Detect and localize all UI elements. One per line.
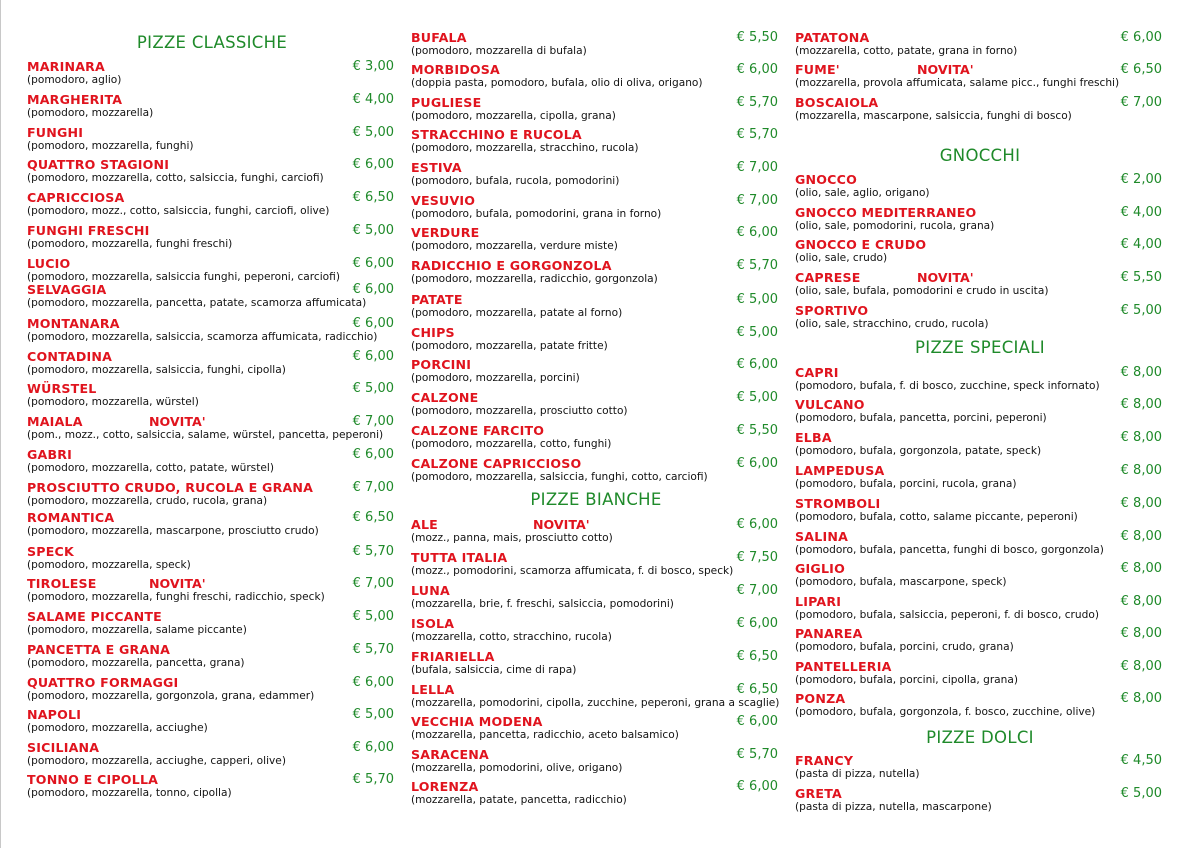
- item-price: € 7,00: [352, 576, 394, 591]
- item-ingredients: (pomodoro, mozzarella, crudo, rucola, grana): [27, 495, 268, 507]
- item-price: € 5,70: [736, 95, 778, 110]
- menu-item-calzone-farcito: [411, 423, 781, 455]
- item-price: € 6,00: [352, 447, 394, 462]
- item-price: € 5,70: [736, 747, 778, 762]
- item-ingredients: (mozzarella, mascarpone, salsiccia, funghi di bosco): [795, 110, 1072, 122]
- item-ingredients: (pomodoro, mozzarella, acciughe): [27, 722, 208, 734]
- item-price: € 5,00: [736, 292, 778, 307]
- section-title-gnocchi: GNOCCHI: [939, 146, 1021, 165]
- item-price: € 6,00: [736, 357, 778, 372]
- menu-item-napoli: [27, 707, 397, 739]
- menu-item-lella: [411, 682, 781, 714]
- item-ingredients: (pomodoro, mozzarella, salsiccia, funghi, cipolla): [27, 364, 286, 376]
- item-price: € 5,00: [352, 125, 394, 140]
- item-ingredients: (pomodoro, mozzarella, würstel): [27, 396, 199, 408]
- item-price: € 6,00: [736, 616, 778, 631]
- item-price: € 8,00: [1120, 430, 1162, 445]
- menu-item-friariella: [411, 649, 781, 681]
- item-ingredients: (pomodoro, mozzarella, funghi): [27, 140, 194, 152]
- item-ingredients: (pomodoro, bufala, salsiccia, peperoni, f. di bosco, crudo): [795, 609, 1099, 621]
- item-name: CALZONE: [411, 390, 479, 405]
- item-ingredients: (pomodoro, bufala, rucola, pomodorini): [411, 175, 620, 187]
- item-ingredients: (pomodoro, mozzarella, cipolla, grana): [411, 110, 616, 122]
- item-name: SELVAGGIA: [27, 282, 107, 297]
- item-name: MONTANARA: [27, 316, 120, 331]
- item-ingredients: (pomodoro, mozzarella): [27, 107, 154, 119]
- item-name: CONTADINA: [27, 349, 113, 364]
- item-price: € 6,00: [352, 316, 394, 331]
- item-price: € 8,00: [1120, 529, 1162, 544]
- menu-item-bufala: [411, 30, 781, 62]
- menu-item-salina: [795, 529, 1165, 561]
- item-name: PATATONA: [795, 30, 870, 45]
- menu-item-funghi: [27, 125, 397, 157]
- item-price: € 7,00: [736, 583, 778, 598]
- item-name: ROMANTICA: [27, 510, 115, 525]
- menu-item-tutta-italia: [411, 550, 781, 582]
- item-ingredients: (pomodoro, bufala, cotto, salame piccante, peperoni): [795, 511, 1078, 523]
- item-price: € 6,00: [736, 225, 778, 240]
- item-name: FUME': [795, 62, 840, 77]
- item-name: LUNA: [411, 583, 450, 598]
- item-name: RADICCHIO E GORGONZOLA: [411, 258, 612, 273]
- item-price: € 5,00: [736, 390, 778, 405]
- item-price: € 8,00: [1120, 365, 1162, 380]
- item-ingredients: (pomodoro, bufala, porcini, cipolla, grana): [795, 674, 1019, 686]
- menu-item-elba: [795, 430, 1165, 462]
- menu-item-patate: [411, 292, 781, 324]
- item-name: BOSCAIOLA: [795, 95, 879, 110]
- item-ingredients: (pomodoro, bufala, gorgonzola, patate, speck): [795, 445, 1042, 457]
- menu-item-verdure: [411, 225, 781, 257]
- section-title-pizze-bianche: PIZZE BIANCHE: [530, 490, 662, 509]
- menu-item-gnocco: [795, 172, 1165, 204]
- menu-item-lorenza: [411, 779, 781, 811]
- item-price: € 8,00: [1120, 691, 1162, 706]
- item-ingredients: (mozzarella, cotto, stracchino, rucola): [411, 631, 612, 643]
- item-name: FUNGHI: [27, 125, 84, 140]
- item-name: LUCIO: [27, 256, 71, 271]
- item-ingredients: (pomodoro, mozzarella, salame piccante): [27, 624, 247, 636]
- novita-badge: NOVITA': [917, 62, 974, 77]
- menu-item-tonno-e-cipolla: [27, 772, 397, 804]
- menu-item-selvaggia: [27, 282, 397, 314]
- menu-item-siciliana: [27, 740, 397, 772]
- item-price: € 6,00: [736, 62, 778, 77]
- item-price: € 8,00: [1120, 594, 1162, 609]
- novita-badge: NOVITA': [149, 576, 206, 591]
- item-name: QUATTRO STAGIONI: [27, 157, 170, 172]
- item-name: GIGLIO: [795, 561, 845, 576]
- item-price: € 6,50: [352, 510, 394, 525]
- item-name: LORENZA: [411, 779, 479, 794]
- item-name: PANAREA: [795, 626, 863, 641]
- item-ingredients: (pomodoro, mozzarella, speck): [27, 559, 191, 571]
- menu-item-wurstel: [27, 381, 397, 413]
- menu-item-montanara: [27, 316, 397, 348]
- item-ingredients: (pomodoro, mozzarella, patate fritte): [411, 340, 608, 352]
- item-ingredients: (doppia pasta, pomodoro, bufala, olio di oliva, origano): [411, 77, 703, 89]
- item-ingredients: (mozz., panna, mais, prosciutto cotto): [411, 532, 613, 544]
- item-name: ALE: [411, 517, 438, 532]
- item-ingredients: (pomodoro, bufala, mascarpone, speck): [795, 576, 1007, 588]
- item-name: MORBIDOSA: [411, 62, 500, 77]
- section-title-pizze-classiche: PIZZE CLASSICHE: [136, 33, 288, 52]
- item-ingredients: (pomodoro, mozzarella di bufala): [411, 45, 587, 57]
- menu-item-panarea: [795, 626, 1165, 658]
- item-name: CAPRI: [795, 365, 839, 380]
- item-name: FUNGHI FRESCHI: [27, 223, 150, 238]
- menu-item-calzone-capriccioso: [411, 456, 781, 488]
- item-name: PANTELLERIA: [795, 659, 892, 674]
- menu-item-contadina: [27, 349, 397, 381]
- item-name: VULCANO: [795, 397, 865, 412]
- item-ingredients: (pom., mozz., cotto, salsiccia, salame, würstel, pancetta, peperoni): [27, 429, 384, 441]
- item-price: € 6,00: [736, 779, 778, 794]
- item-price: € 5,70: [352, 642, 394, 657]
- item-price: € 8,00: [1120, 561, 1162, 576]
- item-name: PUGLIESE: [411, 95, 482, 110]
- item-name: QUATTRO FORMAGGI: [27, 675, 179, 690]
- menu-item-pantelleria: [795, 659, 1165, 691]
- item-ingredients: (pomodoro, mozzarella, cotto, salsiccia, funghi, carciofi): [27, 172, 324, 184]
- item-ingredients: (olio, sale, bufala, pomodorini e crudo in uscita): [795, 285, 1049, 297]
- item-ingredients: (mozzarella, patate, pancetta, radicchio): [411, 794, 627, 806]
- item-name: CALZONE FARCITO: [411, 423, 545, 438]
- menu-item-vecchia-modena: [411, 714, 781, 746]
- item-price: € 6,50: [736, 649, 778, 664]
- item-name: VECCHIA MODENA: [411, 714, 543, 729]
- section-title-pizze-speciali: PIZZE SPECIALI: [915, 338, 1045, 357]
- novita-badge: NOVITA': [917, 270, 974, 285]
- item-name: LELLA: [411, 682, 455, 697]
- item-price: € 6,00: [1120, 30, 1162, 45]
- item-price: € 5,70: [736, 258, 778, 273]
- item-ingredients: (olio, sale, pomodorini, rucola, grana): [795, 220, 995, 232]
- item-price: € 6,50: [1120, 62, 1162, 77]
- item-name: GABRI: [27, 447, 73, 462]
- menu-item-greta: [795, 786, 1165, 818]
- item-price: € 5,00: [352, 707, 394, 722]
- menu-item-marinara: [27, 59, 397, 91]
- item-ingredients: (pomodoro, bufala, pancetta, funghi di bosco, gorgonzola): [795, 544, 1104, 556]
- item-name: WÜRSTEL: [27, 381, 97, 396]
- item-name: TUTTA ITALIA: [411, 550, 508, 565]
- item-price: € 5,00: [352, 609, 394, 624]
- item-ingredients: (pomodoro, mozzarella, prosciutto cotto): [411, 405, 628, 417]
- item-ingredients: (pomodoro, mozzarella, mascarpone, prosciutto crudo): [27, 525, 319, 537]
- item-name: STROMBOLI: [795, 496, 881, 511]
- menu-item-quattro-stagioni: [27, 157, 397, 189]
- item-name: SICILIANA: [27, 740, 100, 755]
- menu-item-gabri: [27, 447, 397, 479]
- item-name: MARINARA: [27, 59, 105, 74]
- item-ingredients: (pomodoro, mozzarella, cotto, patate, würstel): [27, 462, 274, 474]
- item-price: € 6,00: [352, 675, 394, 690]
- item-price: € 6,50: [736, 682, 778, 697]
- item-price: € 6,00: [352, 349, 394, 364]
- item-price: € 5,00: [352, 223, 394, 238]
- menu-item-tirolese: [27, 576, 397, 608]
- menu-item-vulcano: [795, 397, 1165, 429]
- menu-item-morbidosa: [411, 62, 781, 94]
- menu-item-pancetta-e-grana: [27, 642, 397, 674]
- item-ingredients: (pomodoro, mozzarella, salsiccia, scamorza affumicata, radicchio): [27, 331, 378, 343]
- item-price: € 6,00: [352, 740, 394, 755]
- item-ingredients: (pomodoro, mozzarella, radicchio, gorgonzola): [411, 273, 658, 285]
- item-name: PONZA: [795, 691, 846, 706]
- item-price: € 5,00: [1120, 786, 1162, 801]
- item-name: GNOCCO: [795, 172, 857, 187]
- menu-item-isola: [411, 616, 781, 648]
- item-ingredients: (pomodoro, bufala, pomodorini, grana in forno): [411, 208, 662, 220]
- item-ingredients: (pomodoro, mozzarella, verdure miste): [411, 240, 618, 252]
- item-price: € 6,00: [736, 517, 778, 532]
- item-price: € 7,00: [352, 414, 394, 429]
- item-name: ISOLA: [411, 616, 455, 631]
- item-name: VESUVIO: [411, 193, 476, 208]
- item-ingredients: (pomodoro, mozzarella, tonno, cipolla): [27, 787, 232, 799]
- menu-item-caprese: [795, 270, 1165, 302]
- item-price: € 6,50: [352, 190, 394, 205]
- item-name: SPECK: [27, 544, 74, 559]
- item-name: ELBA: [795, 430, 832, 445]
- menu-item-saracena: [411, 747, 781, 779]
- menu-item-boscaiola: [795, 95, 1165, 127]
- menu-item-stracchino-e-rucola: [411, 127, 781, 159]
- menu-item-vesuvio: [411, 193, 781, 225]
- item-name: SARACENA: [411, 747, 489, 762]
- item-name: PATATE: [411, 292, 463, 307]
- item-ingredients: (pomodoro, mozzarella, patate al forno): [411, 307, 623, 319]
- item-name: TIROLESE: [27, 576, 97, 591]
- item-price: € 4,00: [1120, 237, 1162, 252]
- item-price: € 5,50: [736, 30, 778, 45]
- item-name: SALAME PICCANTE: [27, 609, 162, 624]
- item-price: € 6,00: [736, 456, 778, 471]
- novita-badge: NOVITA': [149, 414, 206, 429]
- menu-item-maiala: [27, 414, 397, 446]
- menu-item-ponza: [795, 691, 1165, 723]
- menu-item-prosciutto-crudo-rucola-e-grana: [27, 480, 397, 512]
- item-price: € 5,50: [1120, 270, 1162, 285]
- menu-item-ale: [411, 517, 781, 549]
- menu-item-capricciosa: [27, 190, 397, 222]
- item-price: € 6,00: [736, 714, 778, 729]
- item-ingredients: (mozzarella, brie, f. freschi, salsiccia, pomodorini): [411, 598, 674, 610]
- item-price: € 5,70: [352, 544, 394, 559]
- item-name: GNOCCO MEDITERRANEO: [795, 205, 977, 220]
- item-ingredients: (pomodoro, mozzarella, salsiccia funghi, peperoni, carciofi): [27, 271, 340, 283]
- item-name: MARGHERITA: [27, 92, 123, 107]
- item-ingredients: (pomodoro, aglio): [27, 74, 122, 86]
- item-price: € 5,70: [736, 127, 778, 142]
- item-ingredients: (pomodoro, mozzarella, porcini): [411, 372, 580, 384]
- item-ingredients: (pomodoro, bufala, porcini, rucola, grana): [795, 478, 1017, 490]
- item-name: PROSCIUTTO CRUDO, RUCOLA E GRANA: [27, 480, 314, 495]
- item-price: € 4,50: [1120, 753, 1162, 768]
- item-ingredients: (pomodoro, bufala, pancetta, porcini, peperoni): [795, 412, 1047, 424]
- menu-item-estiva: [411, 160, 781, 192]
- item-name: GRETA: [795, 786, 842, 801]
- item-price: € 5,00: [1120, 303, 1162, 318]
- item-ingredients: (bufala, salsiccia, cime di rapa): [411, 664, 577, 676]
- item-name: PORCINI: [411, 357, 472, 372]
- menu-item-fume: [795, 62, 1165, 94]
- item-ingredients: (pomodoro, mozzarella, pancetta, patate, scamorza affumicata): [27, 297, 367, 309]
- menu-item-speck: [27, 544, 397, 576]
- item-name: CALZONE CAPRICCIOSO: [411, 456, 582, 471]
- item-price: € 5,00: [736, 325, 778, 340]
- item-price: € 6,00: [352, 282, 394, 297]
- item-ingredients: (pomodoro, mozz., cotto, salsiccia, funghi, carciofi, olive): [27, 205, 330, 217]
- menu-item-capri: [795, 365, 1165, 397]
- menu-item-luna: [411, 583, 781, 615]
- menu-item-margherita: [27, 92, 397, 124]
- item-price: € 7,00: [1120, 95, 1162, 110]
- menu-item-sportivo: [795, 303, 1165, 335]
- item-name: MAIALA: [27, 414, 83, 429]
- item-ingredients: (mozzarella, pancetta, radicchio, aceto balsamico): [411, 729, 679, 741]
- item-price: € 5,00: [352, 381, 394, 396]
- menu-item-calzone: [411, 390, 781, 422]
- item-price: € 8,00: [1120, 626, 1162, 641]
- menu-item-gnocco-e-crudo: [795, 237, 1165, 269]
- item-name: ESTIVA: [411, 160, 462, 175]
- item-ingredients: (pomodoro, mozzarella, funghi freschi, radicchio, speck): [27, 591, 325, 603]
- item-ingredients: (pomodoro, mozzarella, salsiccia, funghi, cotto, carciofi): [411, 471, 708, 483]
- item-ingredients: (pomodoro, mozzarella, cotto, funghi): [411, 438, 612, 450]
- item-name: LIPARI: [795, 594, 842, 609]
- menu-item-chips: [411, 325, 781, 357]
- item-name: TONNO E CIPOLLA: [27, 772, 159, 787]
- item-price: € 6,00: [352, 157, 394, 172]
- item-ingredients: (mozzarella, pomodorini, olive, origano): [411, 762, 623, 774]
- menu-item-quattro-formaggi: [27, 675, 397, 707]
- menu-item-romantica: [27, 510, 397, 542]
- item-name: CAPRICCIOSA: [27, 190, 125, 205]
- item-ingredients: (pomodoro, mozzarella, gorgonzola, grana, edammer): [27, 690, 315, 702]
- item-price: € 5,70: [352, 772, 394, 787]
- item-price: € 4,00: [352, 92, 394, 107]
- item-ingredients: (mozzarella, provola affumicata, salame picc., funghi freschi): [795, 77, 1120, 89]
- item-name: NAPOLI: [27, 707, 82, 722]
- item-ingredients: (mozzarella, pomodorini, cipolla, zucchine, peperoni, grana a scaglie): [411, 697, 780, 709]
- item-ingredients: (pomodoro, mozzarella, pancetta, grana): [27, 657, 245, 669]
- menu-item-lampedusa: [795, 463, 1165, 495]
- item-price: € 7,00: [352, 480, 394, 495]
- section-title-pizze-dolci: PIZZE DOLCI: [926, 728, 1034, 747]
- menu-item-funghi-freschi: [27, 223, 397, 255]
- menu-item-porcini: [411, 357, 781, 389]
- item-name: FRANCY: [795, 753, 854, 768]
- item-name: CAPRESE: [795, 270, 861, 285]
- menu-item-giglio: [795, 561, 1165, 593]
- item-price: € 7,50: [736, 550, 778, 565]
- item-price: € 3,00: [352, 59, 394, 74]
- item-ingredients: (pomodoro, mozzarella, funghi freschi): [27, 238, 233, 250]
- item-price: € 8,00: [1120, 463, 1162, 478]
- item-price: € 8,00: [1120, 659, 1162, 674]
- menu-item-pugliese: [411, 95, 781, 127]
- item-price: € 8,00: [1120, 397, 1162, 412]
- menu-item-radicchio-e-gorgonzola: [411, 258, 781, 290]
- menu-item-francy: [795, 753, 1165, 785]
- item-price: € 7,00: [736, 160, 778, 175]
- item-ingredients: (pasta di pizza, nutella): [795, 768, 920, 780]
- item-ingredients: (pomodoro, mozzarella, stracchino, rucola): [411, 142, 639, 154]
- item-price: € 6,00: [352, 256, 394, 271]
- item-ingredients: (olio, sale, stracchino, crudo, rucola): [795, 318, 989, 330]
- item-ingredients: (pomodoro, mozzarella, acciughe, capperi, olive): [27, 755, 286, 767]
- menu-item-gnocco-mediterraneo: [795, 205, 1165, 237]
- menu-item-patatona: [795, 30, 1165, 62]
- item-name: BUFALA: [411, 30, 467, 45]
- menu-item-lipari: [795, 594, 1165, 626]
- item-ingredients: (mozzarella, cotto, patate, grana in forno): [795, 45, 1018, 57]
- item-name: VERDURE: [411, 225, 480, 240]
- novita-badge: NOVITA': [533, 517, 590, 532]
- page-left-border: [0, 0, 1, 848]
- item-price: € 4,00: [1120, 205, 1162, 220]
- item-ingredients: (olio, sale, aglio, origano): [795, 187, 930, 199]
- item-price: € 5,50: [736, 423, 778, 438]
- item-ingredients: (pomodoro, bufala, f. di bosco, zucchine, speck infornato): [795, 380, 1100, 392]
- menu-item-salame-piccante: [27, 609, 397, 641]
- item-name: STRACCHINO E RUCOLA: [411, 127, 582, 142]
- item-price: € 7,00: [736, 193, 778, 208]
- item-ingredients: (olio, sale, crudo): [795, 252, 888, 264]
- item-name: LAMPEDUSA: [795, 463, 885, 478]
- item-ingredients: (pomodoro, bufala, porcini, crudo, grana): [795, 641, 1014, 653]
- item-name: CHIPS: [411, 325, 455, 340]
- item-name: PANCETTA E GRANA: [27, 642, 171, 657]
- item-ingredients: (pasta di pizza, nutella, mascarpone): [795, 801, 992, 813]
- item-name: GNOCCO E CRUDO: [795, 237, 927, 252]
- item-price: € 8,00: [1120, 496, 1162, 511]
- item-ingredients: (pomodoro, bufala, gorgonzola, f. bosco, zucchine, olive): [795, 706, 1096, 718]
- item-name: FRIARIELLA: [411, 649, 495, 664]
- item-price: € 2,00: [1120, 172, 1162, 187]
- item-name: SALINA: [795, 529, 849, 544]
- item-ingredients: (mozz., pomodorini, scamorza affumicata, f. di bosco, speck): [411, 565, 734, 577]
- menu-item-stromboli: [795, 496, 1165, 528]
- item-name: SPORTIVO: [795, 303, 869, 318]
